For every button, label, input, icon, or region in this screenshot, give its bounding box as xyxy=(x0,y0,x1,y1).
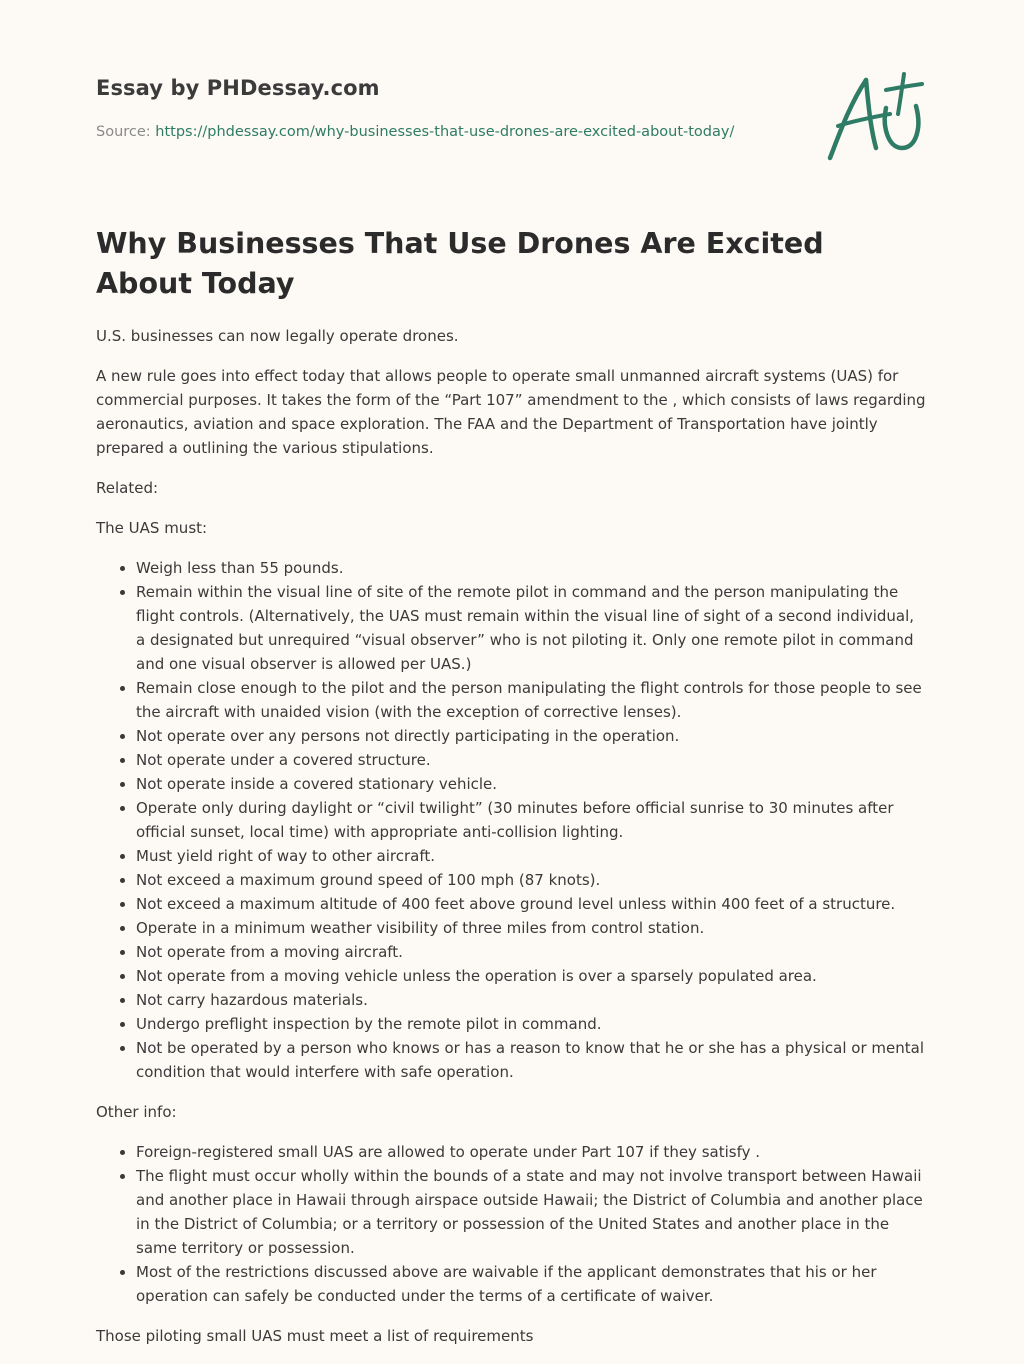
source-label: Source: xyxy=(96,124,151,140)
source-line xyxy=(96,124,734,140)
list-item: • Not carry hazardous materials. xyxy=(136,988,928,1012)
source-link[interactable]: https://phdessay.com/why-businesses-that-use-drones-are-excited-about-today/ xyxy=(155,124,735,140)
list-item: • Not exceed a maximum ground speed of 100 mph (87 knots). xyxy=(136,868,928,892)
list-item: • Not operate from a moving vehicle unless the operation is over a sparsely populated area. xyxy=(136,964,928,988)
list-item: • Operate in a minimum weather visibility of three miles from control station. xyxy=(136,916,928,940)
other-info-list xyxy=(96,1140,928,1308)
list-item: • Weigh less than 55 pounds. xyxy=(136,556,928,580)
related-label: Related: xyxy=(96,479,159,497)
list-item: • Not be operated by a person who knows or has a reason to know that he or she has a physical or mental condition that would interfere with safe operation. xyxy=(136,1036,928,1084)
rule-paragraph: A new rule goes into effect today that allows people to operate small unmanned aircraft systems (UAS) for commercial purposes. It takes the form of the “Part 107” amendment to the , which consists of laws regarding aeronautics, aviation and space exploration. The FAA and the Department of Transportation have jointly prepared a outlining the various stipulations. xyxy=(96,367,926,457)
list-item: • Not operate from a moving aircraft. xyxy=(136,940,928,964)
site-brand: Essay by PHDessay.com xyxy=(96,76,380,100)
article-body xyxy=(96,324,928,1364)
list-item: • Not operate over any persons not directly participating in the operation. xyxy=(136,724,928,748)
closing-paragraph: Those piloting small UAS must meet a list of requirements xyxy=(96,1327,534,1345)
list-item: • Not operate inside a covered stationary vehicle. xyxy=(136,772,928,796)
list-item: • Undergo preflight inspection by the remote pilot in command. xyxy=(136,1012,928,1036)
list-item: • Remain close enough to the pilot and the person manipulating the flight controls for those people to see the aircraft with unaided vision (with the exception of corrective lenses). xyxy=(136,676,928,724)
list-item: • Not operate under a covered structure. xyxy=(136,748,928,772)
list-item: • Operate only during daylight or “civil twilight” (30 minutes before official sunrise to 30 minutes after official sunset, local time) with appropriate anti-collision lighting. xyxy=(136,796,928,844)
list-item: • Foreign-registered small UAS are allowed to operate under Part 107 if they satisfy . xyxy=(136,1140,928,1164)
uas-heading: The UAS must: xyxy=(96,519,208,537)
list-item: • Not exceed a maximum altitude of 400 feet above ground level unless within 400 feet of a structure. xyxy=(136,892,928,916)
list-item: • Remain within the visual line of site of the remote pilot in command and the person manipulating the flight controls. (Alternatively, the UAS must remain within the visual line of sight of a second individual, a designated but unrequired “visual observer” who is not piloting it. Only one remote pilot in command and one visual observer is allowed per UAS.) xyxy=(136,580,928,676)
list-item: • Most of the restrictions discussed above are waivable if the applicant demonstrates that his or her operation can safely be conducted under the terms of a certificate of waiver. xyxy=(136,1260,928,1308)
list-item: • The flight must occur wholly within the bounds of a state and may not involve transport between Hawaii and another place in Hawaii through airspace outside Hawaii; the District of Columbia and another place in the District of Columbia; or a territory or possession of the United States and another place in the same territory or possession. xyxy=(136,1164,928,1260)
other-info-heading: Other info: xyxy=(96,1103,177,1121)
uas-requirements-list xyxy=(96,556,928,1084)
intro-paragraph: U.S. businesses can now legally operate drones. xyxy=(96,327,459,345)
list-item: • Must yield right of way to other aircraft. xyxy=(136,844,928,868)
a-plus-logo-icon xyxy=(824,68,928,164)
article-title: Why Businesses That Use Drones Are Excited About Today xyxy=(96,227,824,300)
